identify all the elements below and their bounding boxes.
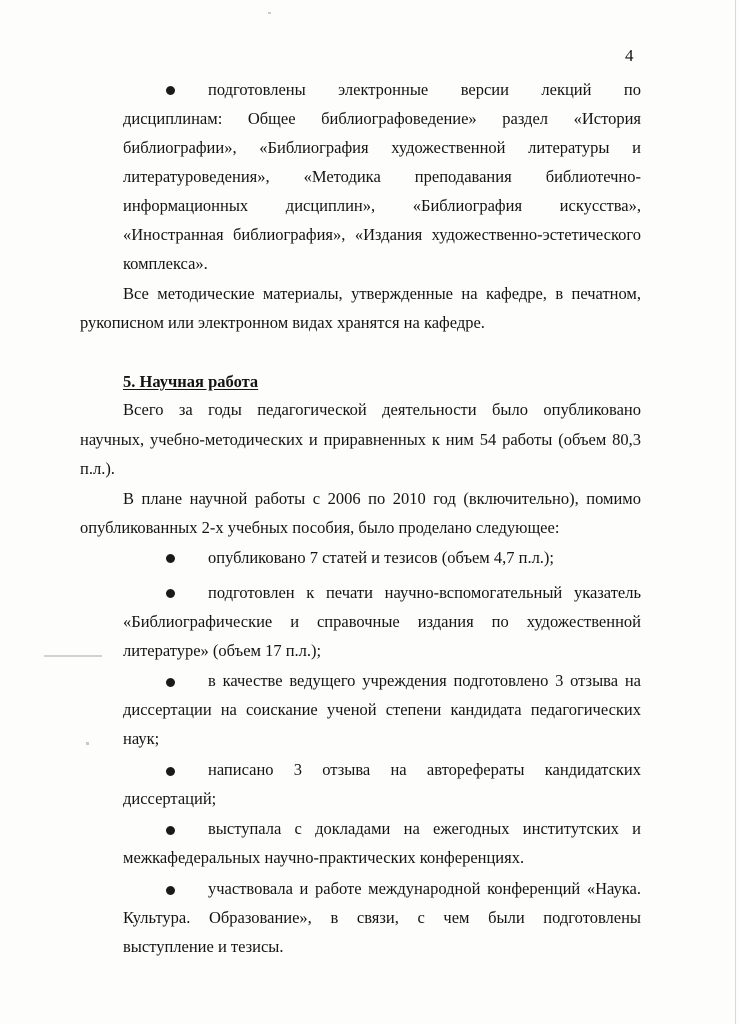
list-item-line: написано 3 отзыва на автореферaты кандидатских [208,760,641,779]
bullet-icon [166,554,175,563]
list-item-line: межкафедеральных научно-практических конференциях. [123,848,525,867]
list-item-line: участвовала и работе международной конференций «Наука. [208,879,641,898]
list-item-line: в качестве ведущего учреждения подготовлено 3 отзыва на [208,671,641,690]
section-heading: 5. Научная работа [123,372,259,391]
list-item-line: Культура. Образование», в связи, с чем были подготовлены [123,908,641,927]
bullet-icon [166,86,175,95]
paragraph-line: опубликованных 2-х учебных пособия, было проделано следующее: [80,518,560,537]
list-item-line: комплекса». [123,254,208,273]
paragraph-line: научных, учебно-методических и приравненных к ним 54 работы (объем 80,3 [80,430,641,449]
scan-speck [86,742,89,745]
list-item-line: диссертаций; [123,789,217,808]
paragraph-line: Все методические материалы, утвержденные на кафедре, в печатном, [123,284,641,303]
list-item-line: опубликовано 7 статей и тезисов (объем 4,7 п.л.); [208,548,555,567]
list-item-line: подготовлен к печати научно-вспомогательный указатель [208,583,641,602]
list-item-line: «Библиографические и справочные издания по художественной [123,612,641,631]
bullet-icon [166,886,175,895]
scan-speck [268,12,271,14]
list-item-line: «Иностранная библиография», «Издания художественно-эстетического [123,225,641,244]
list-item-line: литературе» (объем 17 п.л.); [123,641,322,660]
bullet-icon [166,826,175,835]
scan-edge [735,0,736,1024]
list-item-line: выступала с докладами на ежегодных институтских и [208,819,641,838]
list-item-line: подготовлены электронные версии лекций по [208,80,641,99]
bullet-icon [166,767,175,776]
list-item-line: наук; [123,729,160,748]
scan-mark [44,655,102,657]
bullet-icon [166,678,175,687]
list-item-line: литературоведения», «Методика преподавания библиотечно- [123,167,641,186]
list-item-line: диссертации на соискание ученой степени кандидата педагогических [123,700,641,719]
paragraph-line: п.л.). [80,459,115,478]
page-number: 4 [625,46,634,65]
list-item-line: информационных дисциплин», «Библиография искусства», [123,196,641,215]
paragraph-line: рукописном или электронном видах хранятся на кафедре. [80,313,485,332]
paragraph-line: В плане научной работы с 2006 по 2010 год (включительно), помимо [123,489,641,508]
list-item-line: дисциплинам: Общее библиографоведение» раздел «История [123,109,641,128]
list-item-line: библиографии», «Библиография художественной литературы и [123,138,641,157]
bullet-icon [166,589,175,598]
paragraph-line: Всего за годы педагогической деятельности было опубликовано [123,400,641,419]
list-item-line: выступление и тезисы. [123,937,284,956]
